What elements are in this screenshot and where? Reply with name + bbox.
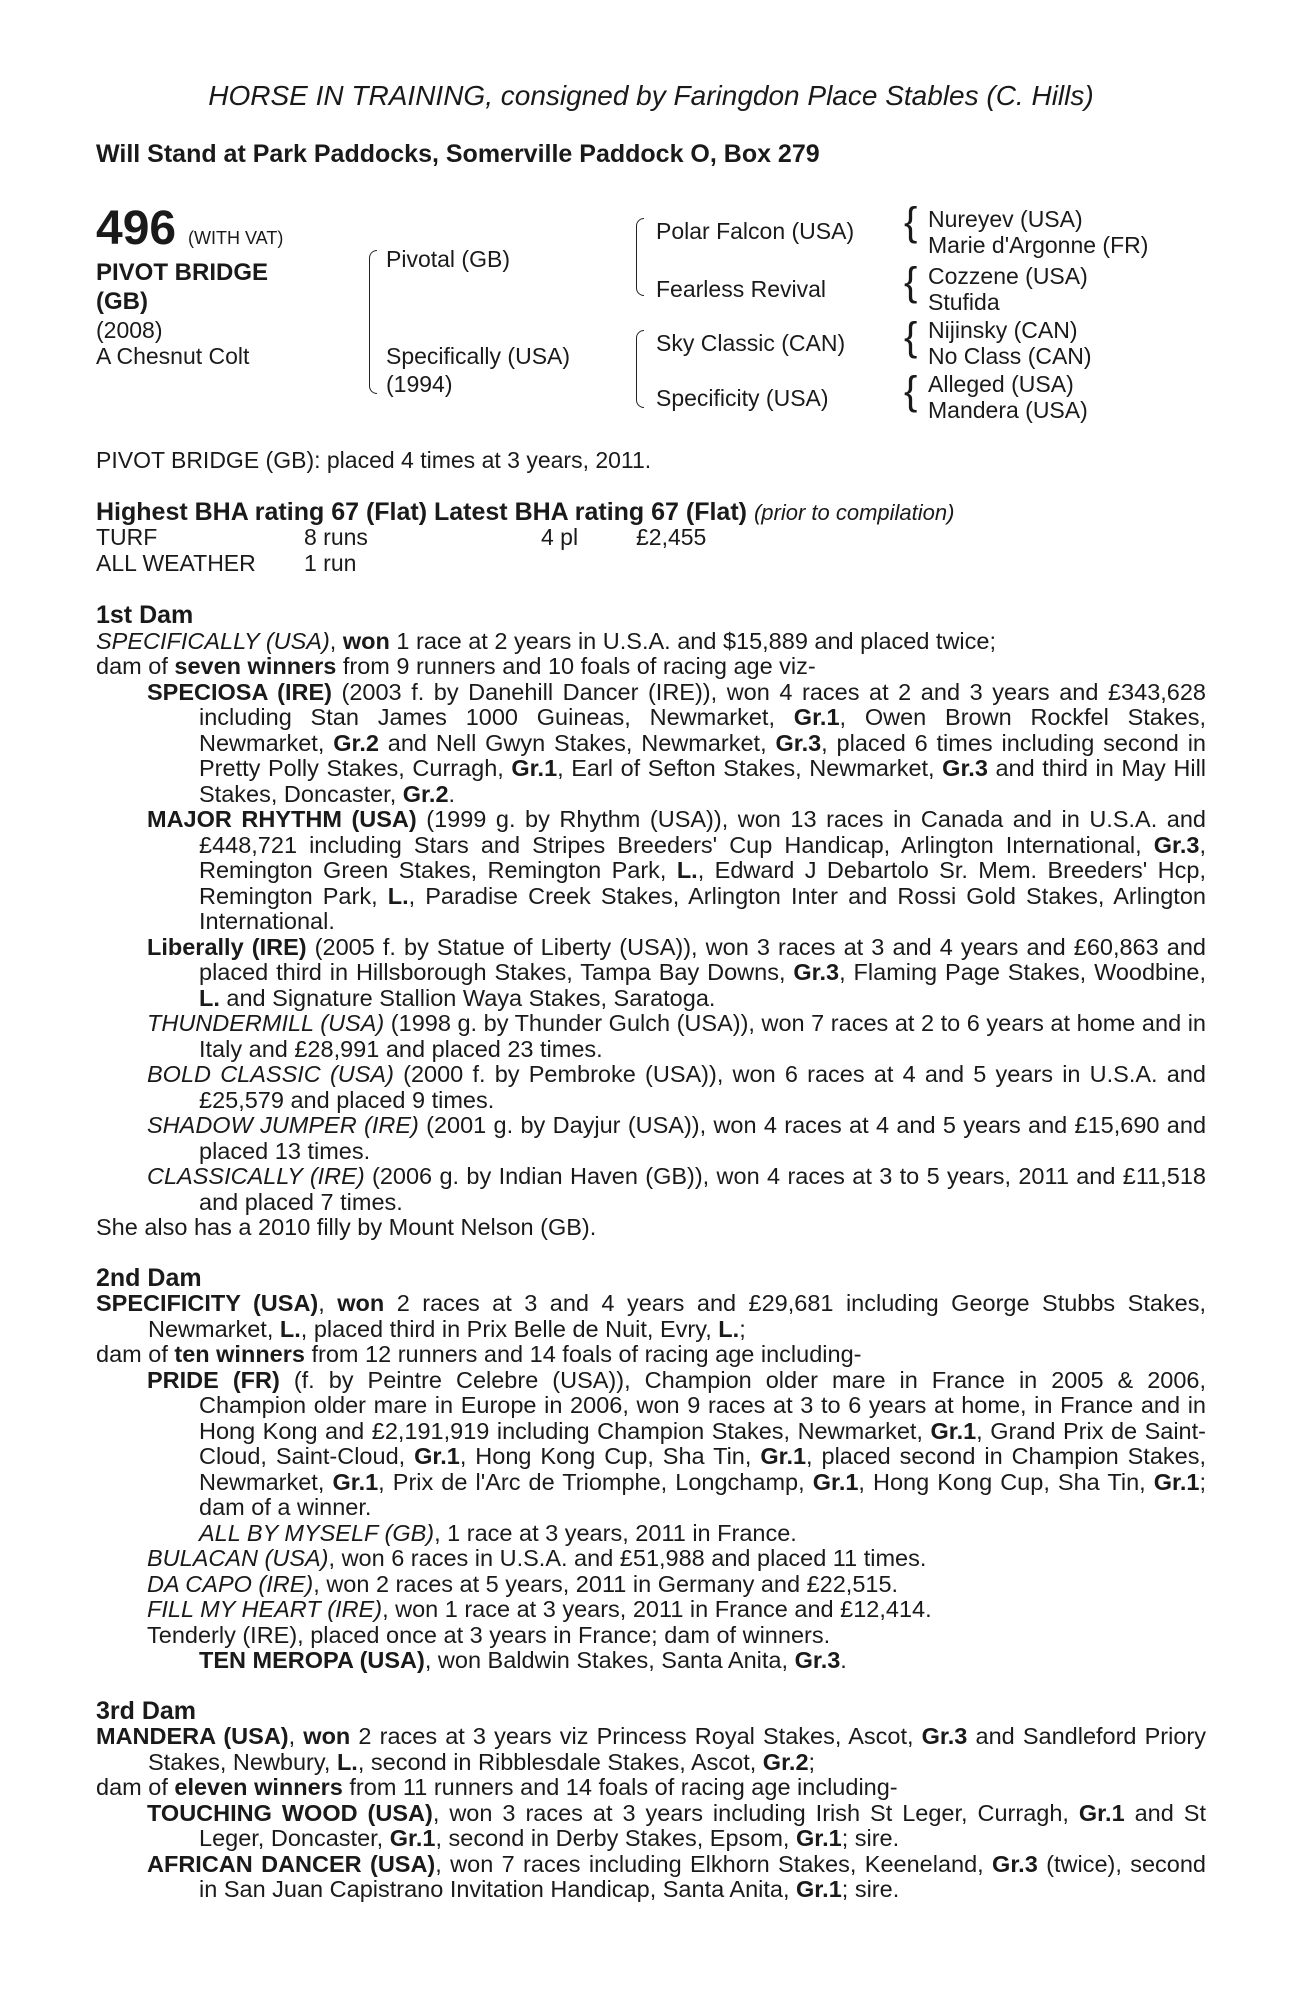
consignor-title: HORSE IN TRAINING, consigned by Faringdon Place Stables (C. Hills) <box>208 80 1094 111</box>
bha-rating-text: Highest BHA rating 67 (Flat) Latest BHA rating 67 (Flat) <box>96 498 747 526</box>
race-summary: PIVOT BRIDGE (GB): placed 4 times at 3 years, 2011. <box>96 447 652 473</box>
sire-dam-brace <box>369 250 377 394</box>
runs-placed: 4 pl <box>541 524 579 550</box>
pedigree-dam-year: (1994) <box>386 371 453 397</box>
produce-entry: CLASSICALLY (IRE) (2006 g. by Indian Haven (GB)), won 4 races at 3 to 5 years, 2011 and £11,518 and placed 7 times. <box>147 1163 1206 1215</box>
pedigree-ggp-5: Nijinsky (CAN) <box>928 317 1078 343</box>
horse-description: A Chesnut Colt <box>96 343 250 369</box>
ggp-brace-2: { <box>904 260 918 304</box>
produce-entry: THUNDERMILL (USA) (1998 g. by Thunder Gulch (USA)), won 7 races at 2 to 6 years at home and in Italy and £28,991 and placed 23 times. <box>147 1010 1206 1062</box>
pedigree-ggp-3: Cozzene (USA) <box>928 263 1088 289</box>
produce-entry: TOUCHING WOOD (USA), won 3 races at 3 years including Irish St Leger, Curragh, Gr.1 and St Leger, Doncaster, Gr.1, second in Derby Stakes, Epsom, Gr.1; sire. <box>147 1799 1206 1851</box>
runs-count: 8 runs <box>304 524 368 550</box>
third-dam-intro: MANDERA (USA), won 2 races at 3 years viz Princess Royal Stakes, Ascot, Gr.3 and Sandleford Priory Stakes, Newbury, L., second in Ribblesdale Stakes, Ascot, Gr.2; <box>96 1723 1206 1775</box>
runs-surface: ALL WEATHER <box>96 550 256 576</box>
second-dam-intro: SPECIFICITY (USA), won 2 races at 3 and 4 years and £29,681 including George Stubbs Stakes, Newmarket, L., placed third in Prix Belle de Nuit, Evry, L.; <box>96 1290 1207 1342</box>
third-dam-heading: 3rd Dam <box>96 1696 197 1725</box>
produce-entry: BULACAN (USA), won 6 races in U.S.A. and £51,988 and placed 11 times. <box>147 1545 927 1571</box>
pedigree-sire-dam: Fearless Revival <box>656 276 826 302</box>
dam-records <box>96 603 1206 1903</box>
pedigree-sire: Pivotal (GB) <box>386 246 510 272</box>
ggp-brace-1: { <box>904 200 918 244</box>
pedigree-ggp-8: Mandera (USA) <box>928 397 1088 423</box>
pedigree-ggp-2: Marie d'Argonne (FR) <box>928 232 1149 258</box>
produce-entry: PRIDE (FR) (f. by Peintre Celebre (USA)), Champion older mare in France in 2005 & 2006, Champion older mare in Europe in 2006, won 9 races at 3 to 6 years at home, in France and in Hong Kong and £2,191,919 including Champion Stakes, Newmarket, Gr.1, Grand Prix de Saint-Cloud, Saint-Cloud, Gr.1, Hong Kong Cup, Sha Tin, Gr.1, placed second in Champion Stakes, Newmarket, Gr.1, Prix de l'Arc de Triomphe, Longchamp, Gr.1, Hong Kong Cup, Sha Tin, Gr.1; dam of a winner. <box>147 1366 1207 1520</box>
produce-entry: BOLD CLASSIC (USA) (2000 f. by Pembroke (USA)), won 6 races at 4 and 5 years in U.S.A. and £25,579 and placed 9 times. <box>147 1061 1206 1113</box>
pedigree-ggp-4: Stufida <box>928 289 1000 315</box>
runs-money: £2,455 <box>636 524 707 550</box>
dam-line-brace <box>636 330 644 408</box>
produce-entry: MAJOR RHYTHM (USA) (1999 g. by Rhythm (USA)), won 13 races in Canada and in U.S.A. and £448,721 including Stars and Stripes Breeders' Cup Handicap, Arlington International, Gr.3, Remington Green Stakes, Remington Park, L., Edward J Debartolo Sr. Mem. Breeders' Hcp, Remington Park, L., Paradise Creek Stakes, Arlington Inter and Rossi Gold Stakes, Arlington International. <box>147 806 1207 934</box>
bha-rating-note: (prior to compilation) <box>753 500 955 525</box>
first-dam-produce-summary: dam of seven winners from 9 runners and 10 foals of racing age viz- <box>96 653 816 679</box>
pedigree-dam-sire: Sky Classic (CAN) <box>656 330 846 356</box>
bha-rating <box>96 498 954 527</box>
produce-entry: TEN MEROPA (USA), won Baldwin Stakes, Santa Anita, Gr.3. <box>199 1647 847 1673</box>
sire-line-brace <box>636 218 644 296</box>
runs-count: 1 run <box>304 550 357 576</box>
produce-entry: SPECIOSA (IRE) (2003 f. by Danehill Dancer (IRE)), won 4 races at 2 and 3 years and £343,628 including Stan James 1000 Guineas, Newmarket, Gr.1, Owen Brown Rockfel Stakes, Newmarket, Gr.2 and Nell Gwyn Stakes, Newmarket, Gr.3, placed 6 times including second in Pretty Polly Stakes, Curragh, Gr.1, Earl of Sefton Stakes, Newmarket, Gr.3 and third in May Hill Stakes, Doncaster, Gr.2. <box>147 678 1207 807</box>
pedigree-sire-sire: Polar Falcon (USA) <box>656 218 855 244</box>
pedigree-dam: Specifically (USA) <box>386 343 571 369</box>
pedigree-ggp-7: Alleged (USA) <box>928 371 1074 397</box>
pedigree-dam-dam: Specificity (USA) <box>656 385 829 411</box>
second-dam-heading: 2nd Dam <box>96 1263 202 1292</box>
horse-name: PIVOT BRIDGE (GB) <box>96 259 269 315</box>
ggp-brace-3: { <box>904 315 918 359</box>
produce-entry: DA CAPO (IRE), won 2 races at 5 years, 2011 in Germany and £22,515. <box>147 1570 899 1597</box>
ggp-brace-4: { <box>904 369 918 413</box>
first-dam-heading: 1st Dam <box>96 601 194 629</box>
produce-entry: SHADOW JUMPER (IRE) (2001 g. by Dayjur (USA)), won 4 races at 4 and 5 years and £15,690 and placed 13 times. <box>147 1112 1207 1164</box>
pedigree-ggp-6: No Class (CAN) <box>928 343 1092 369</box>
horse-year: (2008) <box>96 317 163 343</box>
second-dam-produce-summary: dam of ten winners from 12 runners and 14 foals of racing age including- <box>96 1341 862 1367</box>
stand-location: Will Stand at Park Paddocks, Somerville Paddock O, Box 279 <box>96 140 820 168</box>
produce-entry: Liberally (IRE) (2005 f. by Statue of Liberty (USA)), won 3 races at 3 and 4 years and £60,863 and placed third in Hillsborough Stakes, Tampa Bay Downs, Gr.3, Flaming Page Stakes, Woodbine, L. and Signature Stallion Waya Stakes, Saratoga. <box>147 933 1206 1011</box>
produce-entry: FILL MY HEART (IRE), won 1 race at 3 years, 2011 in France and £12,414. <box>147 1596 932 1622</box>
lot-number: 496 <box>96 202 177 255</box>
produce-entry: Tenderly (IRE), placed once at 3 years in France; dam of winners. <box>147 1621 831 1648</box>
produce-entry: AFRICAN DANCER (USA), won 7 races including Elkhorn Stakes, Keeneland, Gr.3 (twice), second in San Juan Capistrano Invitation Handicap, Santa Anita, Gr.1; sire. <box>147 1850 1207 1902</box>
runs-surface: TURF <box>96 524 158 550</box>
pedigree-ggp-1: Nureyev (USA) <box>928 206 1083 232</box>
lot-vat: (WITH VAT) <box>188 228 284 248</box>
third-dam-produce-summary: dam of eleven winners from 11 runners and 14 foals of racing age including- <box>96 1774 898 1800</box>
first-dam-footer: She also has a 2010 filly by Mount Nelson (GB). <box>96 1214 597 1240</box>
produce-entry: ALL BY MYSELF (GB), 1 race at 3 years, 2011 in France. <box>199 1519 797 1546</box>
first-dam-intro: SPECIFICALLY (USA), won 1 race at 2 years in U.S.A. and $15,889 and placed twice; <box>96 627 997 654</box>
